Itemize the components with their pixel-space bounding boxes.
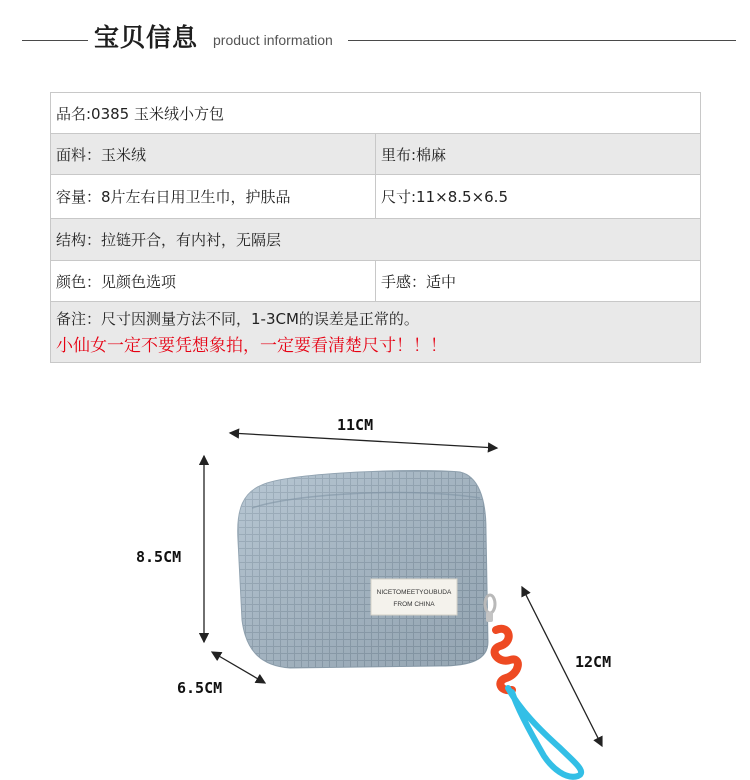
product-figure [0, 380, 750, 780]
header-rule-right [348, 40, 736, 41]
table-row [51, 175, 701, 219]
feel-cell: 手感：适中 [376, 261, 701, 302]
zipper-pull [485, 595, 495, 622]
capacity-cell: 容量：8片左右日用卫生巾，护肤品 [51, 175, 376, 219]
width-arrow [230, 433, 497, 448]
table-row [51, 219, 701, 261]
pouch-body [238, 471, 488, 668]
lining-cell: 里布:棉麻 [376, 134, 701, 175]
header-rule-left [22, 40, 88, 41]
tag-text-line1: NICETOMEETYOUBUDA [376, 589, 452, 596]
section-subtitle: product information [213, 32, 333, 48]
fabric-cell: 面料：玉米绒 [51, 134, 376, 175]
table-row [51, 261, 701, 302]
note-text: 备注：尺寸因测量方法不同，1-3CM的误差是正常的。 [56, 310, 419, 328]
tag-text-line2: FROM CHINA [393, 601, 435, 608]
strap-label: 12CM [575, 653, 612, 671]
warning-text: 小仙女一定不要凭想象拍，一定要看清楚尺寸！！！ [56, 336, 447, 356]
color-cell: 颜色：见颜色选项 [51, 261, 376, 302]
lanyard-strap [508, 688, 581, 777]
section-title: 宝贝信息 [94, 23, 199, 52]
depth-label: 6.5CM [177, 679, 223, 697]
width-label: 11CM [337, 416, 374, 434]
structure-cell: 结构：拉链开合，有内衬，无隔层 [51, 219, 701, 261]
note-cell [51, 302, 701, 363]
table-row [51, 93, 701, 134]
brand-tag [371, 579, 457, 615]
table-row [51, 302, 701, 363]
size-cell: 尺寸:11×8.5×6.5 [376, 175, 701, 219]
table-row [51, 134, 701, 175]
product-name-cell: 品名:0385 玉米绒小方包 [51, 93, 701, 134]
knot [495, 629, 518, 690]
height-label: 8.5CM [136, 548, 182, 566]
product-info-table [50, 92, 701, 363]
